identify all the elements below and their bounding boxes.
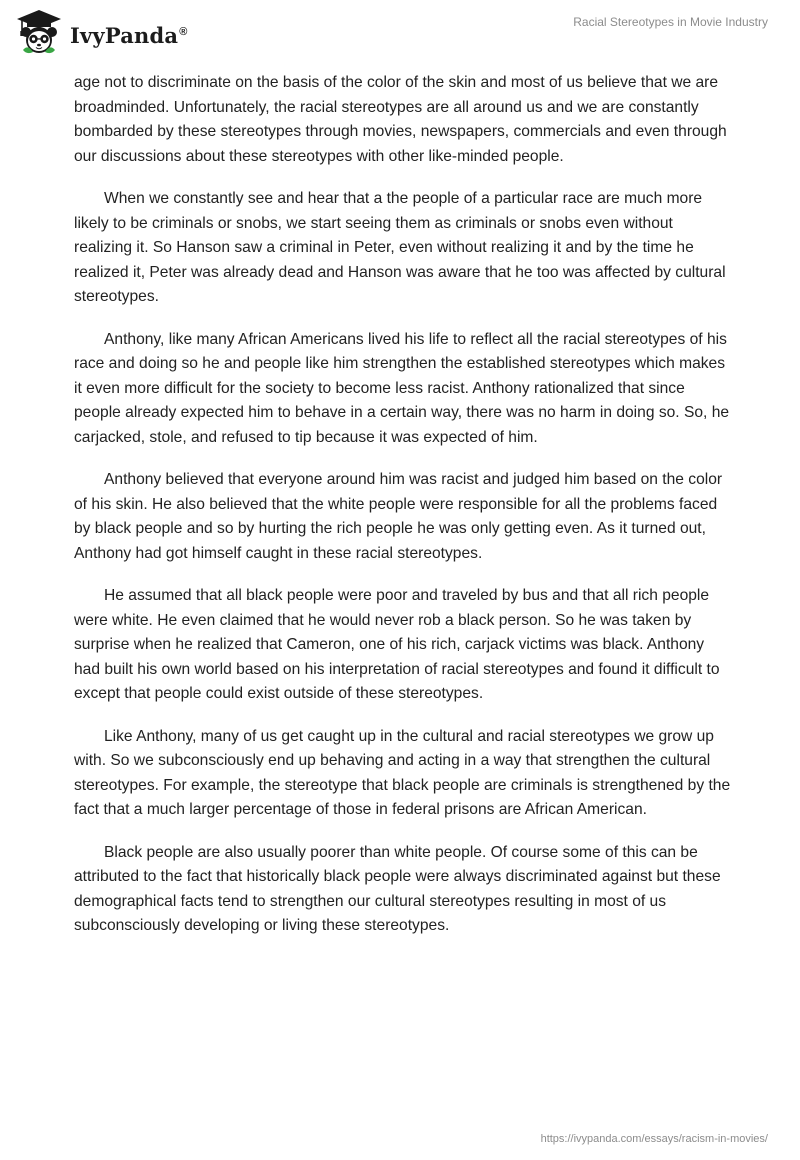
essay-paragraph: age not to discriminate on the basis of the color of the skin and most of us believe that we are broadminded. Unfortunately, the racial stereotypes are all around us and we are constantly bombarded by these stereotypes through movies, newspapers, commercials and even through our discussions about these stereotypes with other like-minded people. — [74, 74, 727, 165]
registered-mark: ® — [179, 25, 188, 38]
essay-paragraph: He assumed that all black people were poor and traveled by bus and that all rich people were white. He even claimed that he would never rob a black person. So he was taken by surprise when he realized that Cameron, one of his rich, carjack victims was black. Anthony had built his own world based on his interpretation of racial stereotypes and found it difficult to except that people could exist outside of these stereotypes. — [74, 587, 720, 702]
essay-paragraph: Anthony, like many African Americans lived his life to reflect all the racial stereotypes of his race and doing so he and people like him strengthen the established stereotypes which makes it even more difficult for the society to become less racist. Anthony rationalized that since people already expected him to behave in a certain way, there was no harm in doing so. So, he carjacked, stole, and refused to tip because it was expected of him. — [74, 330, 730, 446]
essay-paragraph: Like Anthony, many of us get caught up in the cultural and racial stereotypes we grow up with. So we subconsciously end up behaving and acting in a way that strengthen the cultural stereotypes. For example, the stereotype that black people are criminals is strengthened by the fact that a much larger percentage of those in federal prisons are African American. — [74, 727, 731, 818]
essay-paragraph: Black people are also usually poorer than white people. Of course some of this can be attributed to the fact that historically black people were always discriminated against but these demographical facts tend to strengthen our cultural stereotypes resulting in most of us subconsciously developing or living these stereotypes. — [74, 843, 721, 934]
brand-logo[interactable] — [14, 8, 188, 58]
document-title: Racial Stereotypes in Movie Industry — [573, 15, 768, 29]
essay-paragraph: Anthony believed that everyone around him was racist and judged him based on the color of his skin. He also believed that the white people were responsible for all the problems faced by black people and so by hurting the rich people he was only getting even. As it turned out, Anthony had got himself caught in these racial stereotypes. — [74, 471, 723, 562]
panda-graduate-icon — [14, 8, 64, 58]
page-header — [0, 0, 800, 66]
source-url[interactable]: https://ivypanda.com/essays/racism-in-movies/ — [540, 1133, 768, 1145]
essay-paragraph: When we constantly see and hear that a the people of a particular race are much more likely to be criminals or snobs, we start seeing them as criminals or snobs even without realizing it. So Hanson saw a criminal in Peter, even without realizing it and by the time he realized it, Peter was already dead and Hanson was aware that he too was affected by cultural stereotypes. — [74, 190, 726, 305]
essay-body — [74, 71, 734, 957]
brand-name: IvyPanda® — [70, 22, 188, 48]
